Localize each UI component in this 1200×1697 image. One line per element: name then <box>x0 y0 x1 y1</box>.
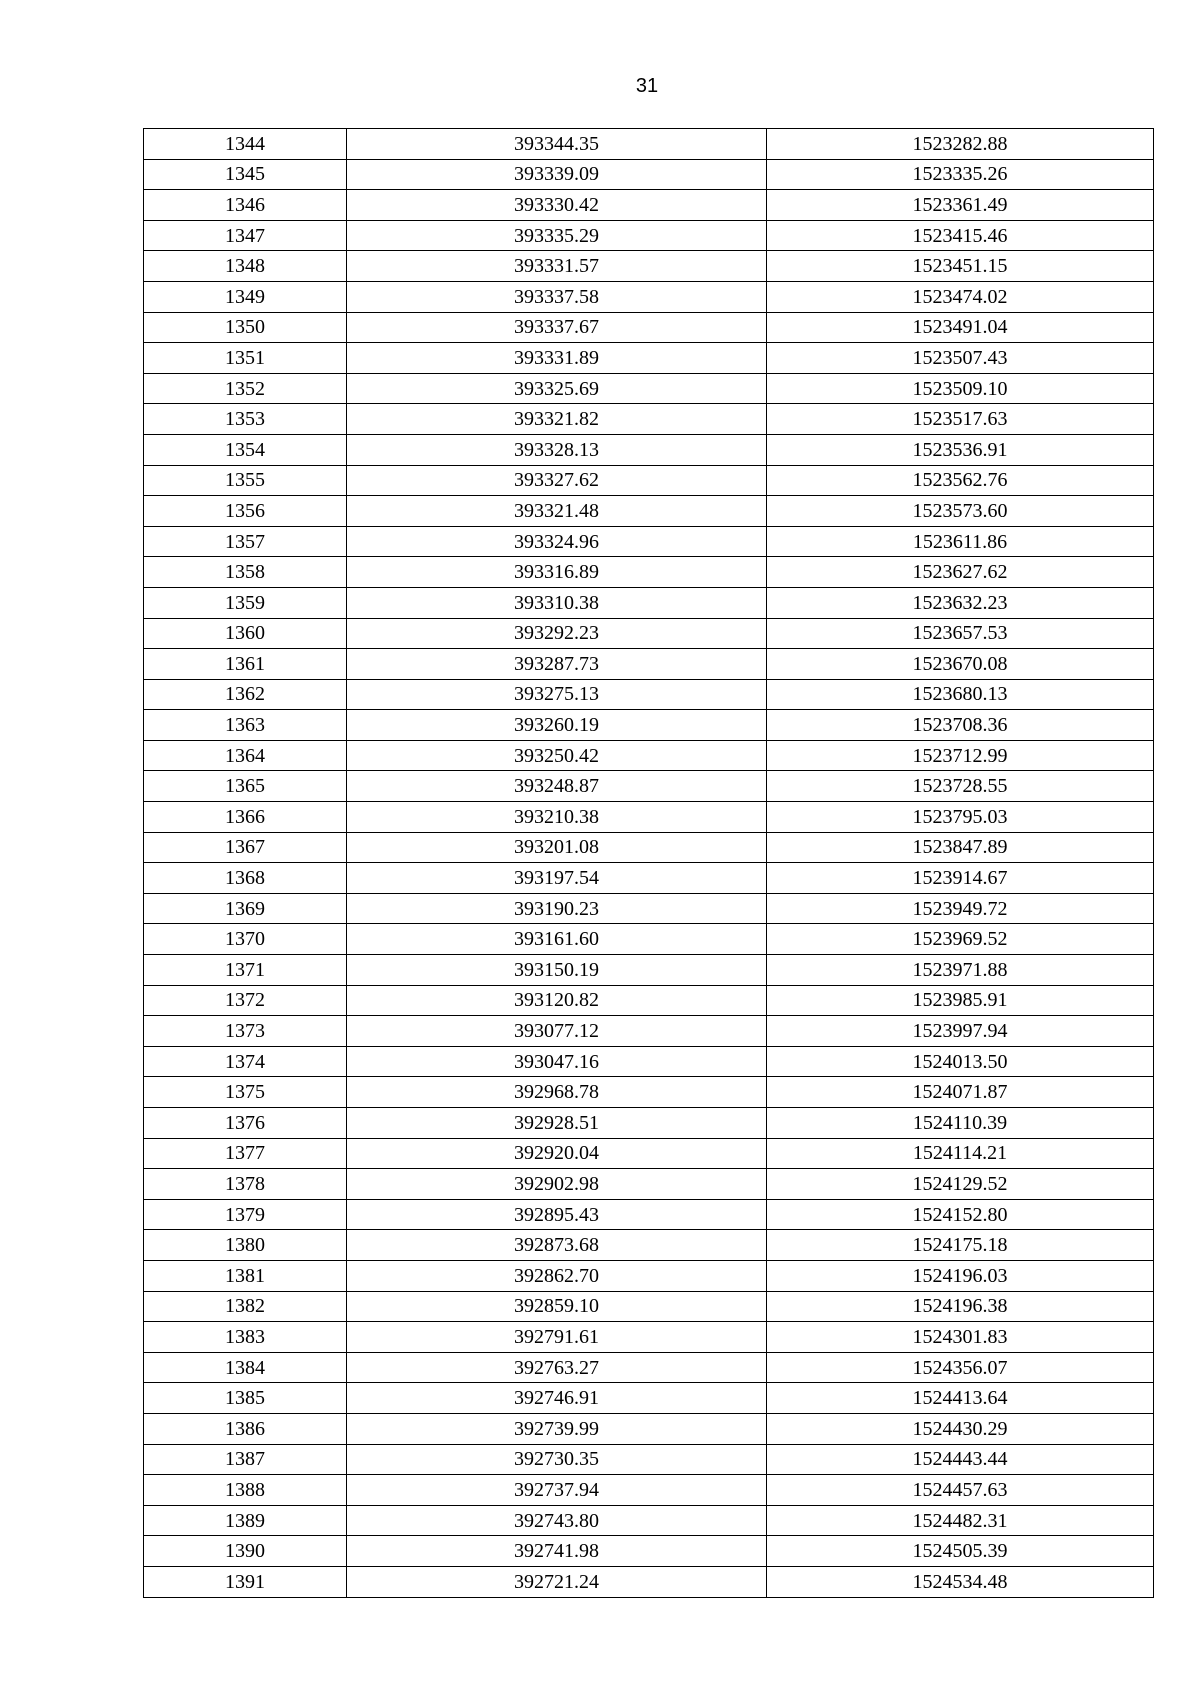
table-row <box>144 985 1154 1016</box>
x-coordinate-cell: 393330.42 <box>347 190 767 221</box>
y-coordinate-cell: 1523474.02 <box>767 281 1154 312</box>
point-number-cell: 1390 <box>144 1536 347 1567</box>
point-number-cell: 1386 <box>144 1413 347 1444</box>
y-coordinate-cell: 1523573.60 <box>767 496 1154 527</box>
point-number-cell: 1389 <box>144 1505 347 1536</box>
x-coordinate-cell: 392721.24 <box>347 1566 767 1597</box>
x-coordinate-cell: 392895.43 <box>347 1199 767 1230</box>
x-coordinate-cell: 393260.19 <box>347 710 767 741</box>
point-number-cell: 1360 <box>144 618 347 649</box>
x-coordinate-cell: 393328.13 <box>347 434 767 465</box>
x-coordinate-cell: 393287.73 <box>347 649 767 680</box>
table-row <box>144 312 1154 343</box>
point-number-cell: 1391 <box>144 1566 347 1597</box>
x-coordinate-cell: 392763.27 <box>347 1352 767 1383</box>
point-number-cell: 1356 <box>144 496 347 527</box>
point-number-cell: 1376 <box>144 1108 347 1139</box>
table-row <box>144 1016 1154 1047</box>
table-row <box>144 1383 1154 1414</box>
table-row <box>144 1046 1154 1077</box>
point-number-cell: 1381 <box>144 1260 347 1291</box>
y-coordinate-cell: 1524505.39 <box>767 1536 1154 1567</box>
point-number-cell: 1354 <box>144 434 347 465</box>
y-coordinate-cell: 1523627.62 <box>767 557 1154 588</box>
table-body <box>144 129 1154 1598</box>
table-row <box>144 1566 1154 1597</box>
x-coordinate-cell: 392862.70 <box>347 1260 767 1291</box>
point-number-cell: 1384 <box>144 1352 347 1383</box>
y-coordinate-cell: 1524129.52 <box>767 1169 1154 1200</box>
x-coordinate-cell: 392968.78 <box>347 1077 767 1108</box>
y-coordinate-cell: 1524430.29 <box>767 1413 1154 1444</box>
y-coordinate-cell: 1524443.44 <box>767 1444 1154 1475</box>
y-coordinate-cell: 1524071.87 <box>767 1077 1154 1108</box>
y-coordinate-cell: 1524152.80 <box>767 1199 1154 1230</box>
x-coordinate-cell: 393150.19 <box>347 955 767 986</box>
point-number-cell: 1345 <box>144 159 347 190</box>
x-coordinate-cell: 392743.80 <box>347 1505 767 1536</box>
y-coordinate-cell: 1523680.13 <box>767 679 1154 710</box>
point-number-cell: 1370 <box>144 924 347 955</box>
point-number-cell: 1380 <box>144 1230 347 1261</box>
table-row <box>144 373 1154 404</box>
y-coordinate-cell: 1523415.46 <box>767 220 1154 251</box>
y-coordinate-cell: 1523997.94 <box>767 1016 1154 1047</box>
table-row <box>144 893 1154 924</box>
x-coordinate-cell: 392730.35 <box>347 1444 767 1475</box>
table-row <box>144 1138 1154 1169</box>
table-row <box>144 1322 1154 1353</box>
table-row <box>144 1230 1154 1261</box>
x-coordinate-cell: 392739.99 <box>347 1413 767 1444</box>
x-coordinate-cell: 393321.82 <box>347 404 767 435</box>
point-number-cell: 1348 <box>144 251 347 282</box>
table-row <box>144 1352 1154 1383</box>
point-number-cell: 1349 <box>144 281 347 312</box>
y-coordinate-cell: 1524457.63 <box>767 1475 1154 1506</box>
y-coordinate-cell: 1523282.88 <box>767 129 1154 160</box>
point-number-cell: 1378 <box>144 1169 347 1200</box>
x-coordinate-cell: 393210.38 <box>347 802 767 833</box>
x-coordinate-cell: 393047.16 <box>347 1046 767 1077</box>
point-number-cell: 1383 <box>144 1322 347 1353</box>
x-coordinate-cell: 392746.91 <box>347 1383 767 1414</box>
table-row <box>144 924 1154 955</box>
x-coordinate-cell: 393324.96 <box>347 526 767 557</box>
table-row <box>144 1536 1154 1567</box>
y-coordinate-cell: 1524482.31 <box>767 1505 1154 1536</box>
y-coordinate-cell: 1523795.03 <box>767 802 1154 833</box>
y-coordinate-cell: 1523712.99 <box>767 740 1154 771</box>
coordinates-table <box>143 128 1154 1598</box>
x-coordinate-cell: 393120.82 <box>347 985 767 1016</box>
point-number-cell: 1375 <box>144 1077 347 1108</box>
x-coordinate-cell: 393250.42 <box>347 740 767 771</box>
y-coordinate-cell: 1523491.04 <box>767 312 1154 343</box>
x-coordinate-cell: 392741.98 <box>347 1536 767 1567</box>
table-row <box>144 1169 1154 1200</box>
table-row <box>144 863 1154 894</box>
y-coordinate-cell: 1523657.53 <box>767 618 1154 649</box>
x-coordinate-cell: 392859.10 <box>347 1291 767 1322</box>
table-row <box>144 557 1154 588</box>
point-number-cell: 1371 <box>144 955 347 986</box>
point-number-cell: 1387 <box>144 1444 347 1475</box>
point-number-cell: 1350 <box>144 312 347 343</box>
table-row <box>144 251 1154 282</box>
point-number-cell: 1365 <box>144 771 347 802</box>
x-coordinate-cell: 393335.29 <box>347 220 767 251</box>
table-row <box>144 1475 1154 1506</box>
point-number-cell: 1374 <box>144 1046 347 1077</box>
table-row <box>144 1413 1154 1444</box>
x-coordinate-cell: 393190.23 <box>347 893 767 924</box>
x-coordinate-cell: 393248.87 <box>347 771 767 802</box>
y-coordinate-cell: 1524196.03 <box>767 1260 1154 1291</box>
x-coordinate-cell: 393339.09 <box>347 159 767 190</box>
x-coordinate-cell: 393337.58 <box>347 281 767 312</box>
point-number-cell: 1353 <box>144 404 347 435</box>
y-coordinate-cell: 1523611.86 <box>767 526 1154 557</box>
point-number-cell: 1367 <box>144 832 347 863</box>
x-coordinate-cell: 393344.35 <box>347 129 767 160</box>
y-coordinate-cell: 1523361.49 <box>767 190 1154 221</box>
table-row <box>144 465 1154 496</box>
point-number-cell: 1362 <box>144 679 347 710</box>
table-row <box>144 740 1154 771</box>
x-coordinate-cell: 393327.62 <box>347 465 767 496</box>
y-coordinate-cell: 1523914.67 <box>767 863 1154 894</box>
table-row <box>144 190 1154 221</box>
point-number-cell: 1359 <box>144 587 347 618</box>
table-row <box>144 649 1154 680</box>
y-coordinate-cell: 1523509.10 <box>767 373 1154 404</box>
point-number-cell: 1355 <box>144 465 347 496</box>
table-row <box>144 526 1154 557</box>
table-row <box>144 1291 1154 1322</box>
y-coordinate-cell: 1523969.52 <box>767 924 1154 955</box>
x-coordinate-cell: 393310.38 <box>347 587 767 618</box>
table-row <box>144 281 1154 312</box>
point-number-cell: 1388 <box>144 1475 347 1506</box>
table-row <box>144 618 1154 649</box>
y-coordinate-cell: 1524110.39 <box>767 1108 1154 1139</box>
table-row <box>144 771 1154 802</box>
point-number-cell: 1352 <box>144 373 347 404</box>
point-number-cell: 1377 <box>144 1138 347 1169</box>
y-coordinate-cell: 1524175.18 <box>767 1230 1154 1261</box>
x-coordinate-cell: 393321.48 <box>347 496 767 527</box>
y-coordinate-cell: 1523451.15 <box>767 251 1154 282</box>
x-coordinate-cell: 392737.94 <box>347 1475 767 1506</box>
x-coordinate-cell: 393197.54 <box>347 863 767 894</box>
table-row <box>144 496 1154 527</box>
point-number-cell: 1368 <box>144 863 347 894</box>
table-row <box>144 1505 1154 1536</box>
point-number-cell: 1351 <box>144 343 347 374</box>
y-coordinate-cell: 1523985.91 <box>767 985 1154 1016</box>
x-coordinate-cell: 393275.13 <box>347 679 767 710</box>
y-coordinate-cell: 1524356.07 <box>767 1352 1154 1383</box>
y-coordinate-cell: 1523536.91 <box>767 434 1154 465</box>
point-number-cell: 1372 <box>144 985 347 1016</box>
table-row <box>144 404 1154 435</box>
table-row <box>144 129 1154 160</box>
y-coordinate-cell: 1523632.23 <box>767 587 1154 618</box>
point-number-cell: 1347 <box>144 220 347 251</box>
point-number-cell: 1366 <box>144 802 347 833</box>
y-coordinate-cell: 1523335.26 <box>767 159 1154 190</box>
point-number-cell: 1369 <box>144 893 347 924</box>
point-number-cell: 1363 <box>144 710 347 741</box>
x-coordinate-cell: 392920.04 <box>347 1138 767 1169</box>
x-coordinate-cell: 393201.08 <box>347 832 767 863</box>
page-number: 31 <box>635 75 659 97</box>
x-coordinate-cell: 392873.68 <box>347 1230 767 1261</box>
x-coordinate-cell: 393316.89 <box>347 557 767 588</box>
y-coordinate-cell: 1524413.64 <box>767 1383 1154 1414</box>
table-row <box>144 1108 1154 1139</box>
table-row <box>144 832 1154 863</box>
x-coordinate-cell: 393292.23 <box>347 618 767 649</box>
table-row <box>144 220 1154 251</box>
x-coordinate-cell: 393325.69 <box>347 373 767 404</box>
y-coordinate-cell: 1523949.72 <box>767 893 1154 924</box>
point-number-cell: 1358 <box>144 557 347 588</box>
y-coordinate-cell: 1523517.63 <box>767 404 1154 435</box>
y-coordinate-cell: 1523708.36 <box>767 710 1154 741</box>
y-coordinate-cell: 1524114.21 <box>767 1138 1154 1169</box>
y-coordinate-cell: 1524196.38 <box>767 1291 1154 1322</box>
x-coordinate-cell: 393161.60 <box>347 924 767 955</box>
x-coordinate-cell: 392928.51 <box>347 1108 767 1139</box>
point-number-cell: 1382 <box>144 1291 347 1322</box>
table-row <box>144 1444 1154 1475</box>
x-coordinate-cell: 393331.57 <box>347 251 767 282</box>
point-number-cell: 1344 <box>144 129 347 160</box>
y-coordinate-cell: 1523507.43 <box>767 343 1154 374</box>
y-coordinate-cell: 1524301.83 <box>767 1322 1154 1353</box>
table-row <box>144 159 1154 190</box>
point-number-cell: 1364 <box>144 740 347 771</box>
y-coordinate-cell: 1524534.48 <box>767 1566 1154 1597</box>
x-coordinate-cell: 392791.61 <box>347 1322 767 1353</box>
table-row <box>144 802 1154 833</box>
y-coordinate-cell: 1523562.76 <box>767 465 1154 496</box>
x-coordinate-cell: 393337.67 <box>347 312 767 343</box>
point-number-cell: 1373 <box>144 1016 347 1047</box>
point-number-cell: 1361 <box>144 649 347 680</box>
point-number-cell: 1346 <box>144 190 347 221</box>
y-coordinate-cell: 1524013.50 <box>767 1046 1154 1077</box>
y-coordinate-cell: 1523971.88 <box>767 955 1154 986</box>
y-coordinate-cell: 1523728.55 <box>767 771 1154 802</box>
table-row <box>144 1260 1154 1291</box>
x-coordinate-cell: 393331.89 <box>347 343 767 374</box>
point-number-cell: 1385 <box>144 1383 347 1414</box>
table-row <box>144 587 1154 618</box>
table-row <box>144 1199 1154 1230</box>
x-coordinate-cell: 393077.12 <box>347 1016 767 1047</box>
x-coordinate-cell: 392902.98 <box>347 1169 767 1200</box>
y-coordinate-cell: 1523670.08 <box>767 649 1154 680</box>
table-row <box>144 434 1154 465</box>
table-row <box>144 1077 1154 1108</box>
y-coordinate-cell: 1523847.89 <box>767 832 1154 863</box>
table-row <box>144 955 1154 986</box>
table-row <box>144 679 1154 710</box>
point-number-cell: 1357 <box>144 526 347 557</box>
table-row <box>144 343 1154 374</box>
table-row <box>144 710 1154 741</box>
point-number-cell: 1379 <box>144 1199 347 1230</box>
